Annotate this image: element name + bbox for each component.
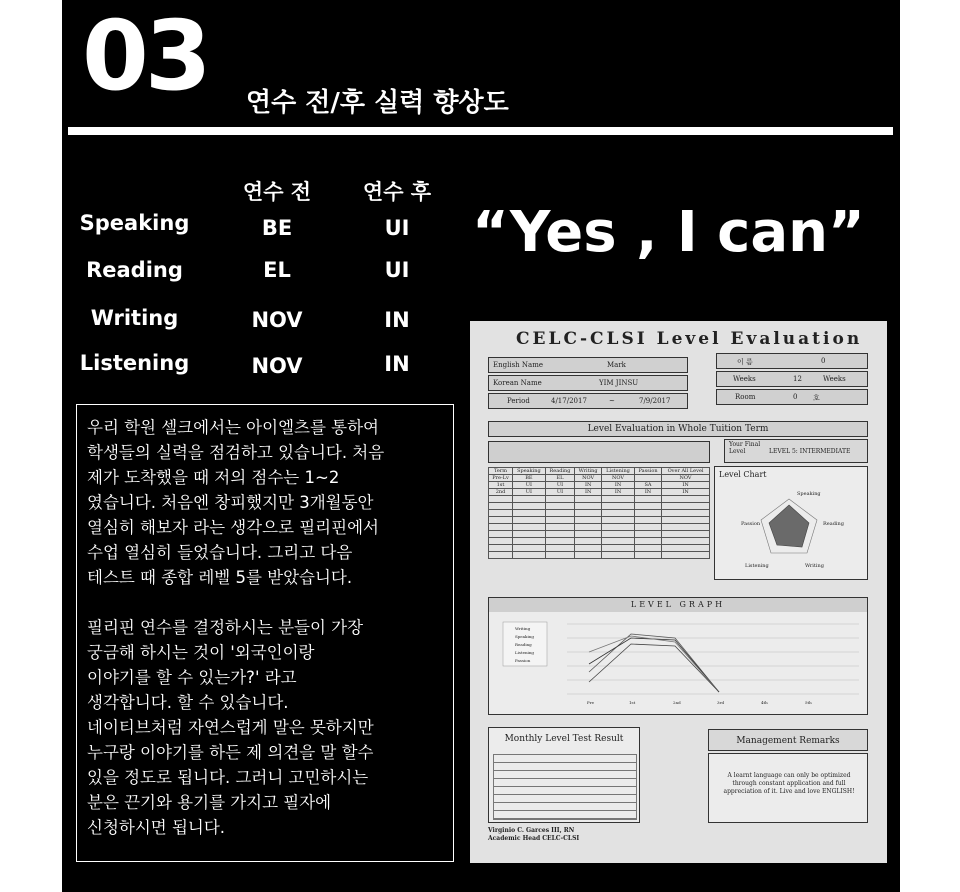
level-table-cell: IN [575,482,602,489]
level-table-cell [662,517,710,524]
level-table-header [489,468,710,475]
level-table-cell [489,496,513,503]
radar-axis-speaking: Speaking [797,491,821,497]
level-table-cell [634,517,661,524]
level-table-cell [662,531,710,538]
level-table-cell [489,531,513,538]
section-number: 03 [82,0,208,112]
level-table-cell: Speaking [513,468,546,475]
level-table-cell [662,538,710,545]
level-graph-box: LEVEL GRAPH Writing Speaking Reading Listening Passion Pre 1st 2nd 3rd 4th 5th [488,597,868,715]
level-table-cell [575,552,602,559]
level-table-row [489,510,710,517]
level-table-cell [662,510,710,517]
level-table-cell [575,524,602,531]
remarks-title: Management Remarks [708,729,868,751]
level-table-cell [513,538,546,545]
level-table-cell: Passion [634,468,661,475]
level-table-cell: IN [662,482,710,489]
level-table-cell [602,517,635,524]
header-before: 연수 전 [242,180,312,204]
level-table-row [489,531,710,538]
level-table-row [489,538,710,545]
level-table-cell [489,503,513,510]
weeks-row: Weeks 12 Weeks [716,371,868,387]
svg-text:Pre: Pre [587,700,594,705]
level-table-cell [545,510,574,517]
level-table-cell [513,524,546,531]
level-table-cell [662,503,710,510]
level-table-cell [545,503,574,510]
svg-text:Listening: Listening [515,650,534,655]
level-table-cell: NOV [602,475,635,482]
level-table-cell: BE [513,475,546,482]
speaking-after: UI [384,216,410,240]
level-table-cell [575,538,602,545]
level-table-cell [662,552,710,559]
header-after: 연수 후 [362,180,432,204]
level-table-cell: NOV [575,475,602,482]
skill-listening: Listening [79,351,190,375]
level-table-cell [489,517,513,524]
level-table-cell [662,496,710,503]
level-table-cell [602,545,635,552]
level-table-cell: Over All Level [662,468,710,475]
level-table-cell: SA [634,482,661,489]
level-table-cell [545,552,574,559]
level-table-cell: IN [602,482,635,489]
level-table-cell [634,475,661,482]
level-table-cell [602,503,635,510]
level-table-cell [602,538,635,545]
level-table-cell [634,496,661,503]
level-table-cell [513,517,546,524]
level-table-cell: Writing [575,468,602,475]
level-table-cell [575,510,602,517]
level-table-cell [513,545,546,552]
writing-after: IN [384,308,410,332]
level-table-cell [602,552,635,559]
testimonial-box [76,404,454,862]
svg-text:2nd: 2nd [673,700,681,705]
level-table-row [489,503,710,510]
level-table-cell [545,531,574,538]
section-title: 연수 전/후 실력 향상도 [246,88,509,118]
level-table-row [489,552,710,559]
skill-speaking: Speaking [79,211,190,235]
radar-chart [715,467,867,579]
level-table-cell [513,531,546,538]
korean-name-row: Korean Name YIM JINSU [488,375,688,391]
reading-after: UI [384,258,410,282]
svg-text:Reading: Reading [515,642,532,647]
listening-before: NOV [251,354,303,378]
svg-text:5th: 5th [805,700,812,705]
radar-axis-writing: Writing [805,563,824,569]
testimonial-paragraph-2: 필리핀 연수를 결정하시는 분들이 가장 궁금해 하시는 것이 '외국인이랑 이야기를 할 수 있는가?' 라고 생각합니다. 할 수 있습니다. 네이티브처럼 자연스럽게 말은 못하지만 누구랑 이야기를 하든 제 의견을 말 할수 있을 정도로 됩니다. 그러니 고민하시는 분은 끈기와 용기를 가지고 필자에 신청하시면 됩니다. [87,618,374,837]
level-table-cell: IN [662,489,710,496]
level-table-cell [602,510,635,517]
english-name-row: English Name Mark [488,357,688,373]
skill-reading: Reading [86,258,183,282]
radar-axis-listening: Listening [745,563,769,569]
level-table-cell [602,531,635,538]
content-panel [62,0,900,892]
level-table-cell [634,510,661,517]
svg-text:Speaking: Speaking [515,634,534,639]
level-table-cell [602,524,635,531]
evaluation-sheet-image [470,321,887,863]
level-table-cell [634,524,661,531]
level-table-cell [489,538,513,545]
svg-text:4th: 4th [761,700,768,705]
level-table-cell [513,510,546,517]
level-table-cell [489,545,513,552]
name-row: 이 름 0 [716,353,868,369]
level-table-cell [634,552,661,559]
level-table-cell [545,545,574,552]
remarks-box: A learnt language can only be optimized through constant application and full appreciation of it. Live and love ENGLISH! [708,753,868,823]
level-table-cell [575,517,602,524]
level-table-cell: Pre-Lv [489,475,513,482]
testimonial-paragraph-1: 우리 학원 셀크에서는 아이엘츠를 통하여 학생들의 실력을 점검하고 있습니다. 처음 제가 도착했을 때 저의 점수는 1~2 였습니다. 처음엔 창피했지만 3개월동안 열심히 해보자 라는 생각으로 필리핀에서 수업 열심히 들었습니다. 그리고 다음 테스트 때 종합 레벨 5를 받았습니다. [87,418,385,587]
level-table-cell: Reading [545,468,574,475]
reading-before: EL [263,258,291,282]
svg-text:Writing: Writing [515,626,531,631]
level-table-cell [489,510,513,517]
level-table-cell: EL [545,475,574,482]
level-table-cell [575,545,602,552]
room-row: Room 0 호 [716,389,868,405]
level-table-cell [662,524,710,531]
level-table-cell: Term [489,468,513,475]
level-line-graph [489,612,867,714]
level-table-cell [575,496,602,503]
level-table-cell: Listening [602,468,635,475]
level-table-cell: 1st [489,482,513,489]
level-table-cell: 2nd [489,489,513,496]
level-table-cell [489,524,513,531]
level-table-cell: UI [513,482,546,489]
level-table-cell: IN [634,489,661,496]
level-table-cell: UI [513,489,546,496]
level-table-cell [545,538,574,545]
level-table-cell [634,503,661,510]
speaking-before: BE [261,216,293,240]
divider [68,127,893,135]
level-table-cell [662,545,710,552]
level-table-cell [489,552,513,559]
final-level: Your Final Level LEVEL 5: INTERMEDIATE [724,439,868,463]
level-table-cell: IN [575,489,602,496]
level-table-cell [575,503,602,510]
level-table-cell [513,552,546,559]
level-table-row [489,475,710,482]
signer-name: Virginio C. Garces III, RN [488,827,575,834]
sheet-title: CELC-CLSI Level Evaluation [516,329,863,349]
level-table-cell [634,538,661,545]
level-table-row [489,496,710,503]
level-table-row [489,545,710,552]
level-table-cell [513,496,546,503]
monthly-test-table [493,754,637,820]
level-table-row [489,489,710,496]
level-table-cell [602,496,635,503]
svg-text:1st: 1st [629,700,636,705]
signer-role: Academic Head CELC-CLSI [488,835,580,842]
level-table-cell [634,545,661,552]
level-table-cell: UI [545,482,574,489]
level-table-cell [545,496,574,503]
monthly-test-box: Monthly Level Test Result [488,727,640,823]
level-chart-box: Level Chart Speaking Reading Writing Listening Passion [714,466,868,580]
level-table-row [489,517,710,524]
slogan: “Yes , I can” [472,200,865,265]
level-table-cell [634,531,661,538]
level-table-cell [545,524,574,531]
period-row: Period 4/17/2017 ~ 7/9/2017 [488,393,688,409]
level-table-row [489,524,710,531]
level-table-cell: NOV [662,475,710,482]
competency-bar [488,441,710,463]
writing-before: NOV [251,308,303,332]
level-table [488,467,710,559]
level-table-cell: UI [545,489,574,496]
level-table-cell [513,503,546,510]
level-table-row [489,482,710,489]
svg-text:3rd: 3rd [717,700,725,705]
skill-writing: Writing [90,306,179,330]
radar-axis-passion: Passion [741,521,761,527]
svg-text:Passion: Passion [515,658,531,663]
eval-title: Level Evaluation in Whole Tuition Term [488,421,868,437]
level-table-cell [545,517,574,524]
level-table-cell: IN [602,489,635,496]
level-table-cell [575,531,602,538]
listening-after: IN [384,352,410,376]
radar-axis-reading: Reading [823,521,844,527]
